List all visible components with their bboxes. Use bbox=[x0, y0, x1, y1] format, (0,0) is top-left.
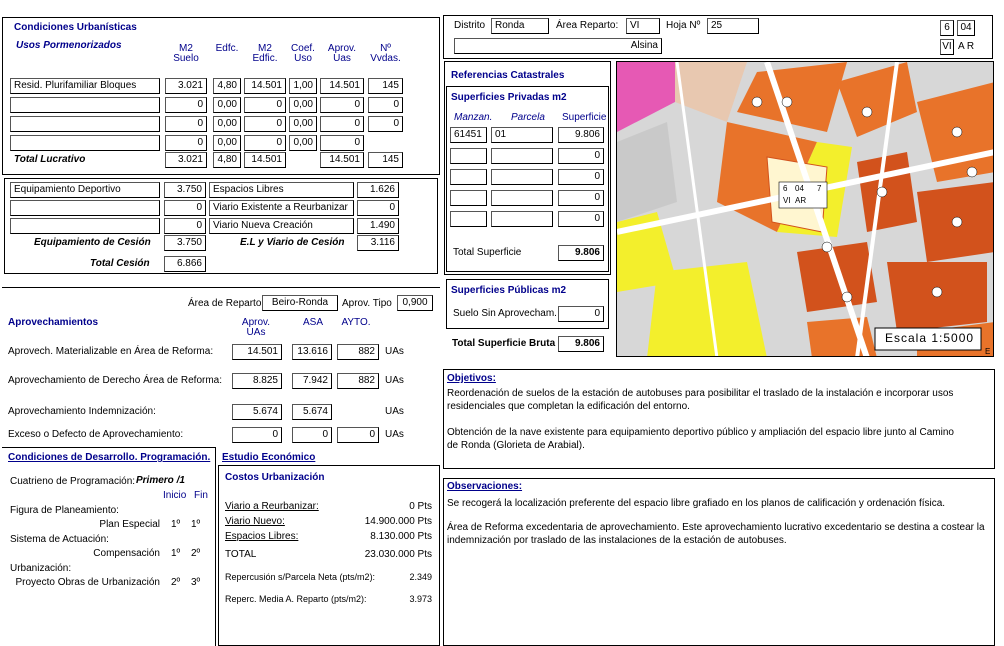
hdr-box-vi: VI bbox=[940, 39, 954, 55]
cd-item-label: Urbanización: bbox=[10, 563, 72, 574]
uas-unit: UAs bbox=[385, 346, 404, 357]
ayto-value: 0 bbox=[337, 427, 379, 443]
repercusion-parcela-label: Repercusión s/Parcela Neta (pts/m2): bbox=[225, 572, 376, 582]
ee-title: Estudio Económico bbox=[222, 452, 316, 463]
cesion-libre-name: Viario Nueva Creación bbox=[209, 218, 354, 234]
asa-value: 7.942 bbox=[292, 373, 332, 389]
parcela-header: Parcela bbox=[511, 112, 545, 123]
cd-item-inicio: 1º bbox=[171, 519, 181, 530]
total-m2-edific: 14.501 bbox=[244, 152, 286, 168]
cesion-equip-name: Equipamiento Deportivo bbox=[10, 182, 160, 198]
cd-item-label: Figura de Planeamiento: bbox=[10, 505, 119, 516]
costos-title: Costos Urbanización bbox=[225, 472, 325, 483]
viviendas-field: 0 bbox=[368, 116, 403, 132]
total-bruta-value: 9.806 bbox=[558, 336, 604, 352]
objetivos-title: Objetivos: bbox=[447, 373, 496, 384]
aprov-row-label: Aprovech. Materializable en Área de Reforma: bbox=[8, 346, 214, 357]
cd-item-sub: Compensación bbox=[93, 548, 160, 559]
map-e-mark: E bbox=[985, 347, 991, 356]
total-m2-suelo: 3.021 bbox=[165, 152, 207, 168]
cesion-libre-value: 1.490 bbox=[357, 218, 399, 234]
cd-item-label: Sistema de Actuación: bbox=[10, 534, 109, 545]
superficie-field: 0 bbox=[558, 190, 604, 206]
use-name-field bbox=[10, 116, 160, 132]
total-lucrativo-label: Total Lucrativo bbox=[14, 154, 86, 165]
asa-value: 13.616 bbox=[292, 344, 332, 360]
superficie-field: 0 bbox=[558, 169, 604, 185]
aprov-uas-value: 14.501 bbox=[232, 344, 282, 360]
refcat-title: Referencias Catastrales bbox=[451, 70, 565, 81]
cd-item-fin: 2º bbox=[191, 548, 201, 559]
hdr-box-04: 04 bbox=[957, 20, 975, 36]
hoja-value: 25 bbox=[707, 18, 759, 34]
manzana-field bbox=[450, 211, 487, 227]
uas-unit: UAs bbox=[385, 429, 404, 440]
coef-uso-field: 0,00 bbox=[289, 116, 317, 132]
aprov-uas-field: 14.501 bbox=[320, 78, 364, 94]
distrito-value: Ronda bbox=[491, 18, 549, 34]
map-block-6: 6 bbox=[783, 184, 788, 193]
cu-subtitle: Usos Pormenorizados bbox=[16, 40, 122, 51]
distrito-label: Distrito bbox=[454, 20, 486, 31]
edfc-field: 0,00 bbox=[213, 97, 241, 113]
cesion-equip-value: 0 bbox=[164, 218, 206, 234]
aprov-uas-field: 0 bbox=[320, 135, 364, 151]
costo-label: TOTAL bbox=[225, 549, 257, 560]
area-reparto-hdr-value: VI bbox=[626, 18, 660, 34]
total-cesion-label: Total Cesión bbox=[90, 258, 150, 269]
map-scale: Escala 1:5000 bbox=[885, 331, 975, 345]
total-viviendas: 145 bbox=[368, 152, 403, 168]
aprov-uas-field: 0 bbox=[320, 116, 364, 132]
cu-col-header: M2 Suelo bbox=[173, 43, 199, 64]
superficie-header: Superficie bbox=[562, 112, 607, 123]
uas-unit: UAs bbox=[385, 406, 404, 417]
asa-value: 5.674 bbox=[292, 404, 332, 420]
suelo-sin-aprov-label: Suelo Sin Aprovecham. bbox=[453, 308, 557, 319]
total-superficie-value: 9.806 bbox=[558, 245, 604, 261]
cd-item-fin: 3º bbox=[191, 577, 201, 588]
cesion-equip-value: 0 bbox=[164, 200, 206, 216]
m2-edific-field: 0 bbox=[244, 135, 286, 151]
costo-label: Espacios Libres: bbox=[225, 531, 299, 542]
el-viario-cesion-label: E.L y Viario de Cesión bbox=[240, 237, 345, 248]
aprov-uas-header: Aprov. UAs bbox=[241, 317, 271, 338]
cd-item-sub: Proyecto Obras de Urbanización bbox=[15, 577, 160, 588]
cd-item-fin: 1º bbox=[191, 519, 201, 530]
aprov-row-label: Exceso o Defecto de Aprovechamiento: bbox=[8, 429, 184, 440]
cu-col-header: Aprov. Uas bbox=[327, 43, 357, 64]
aprovechamientos-title: Aprovechamientos bbox=[8, 317, 99, 328]
m2-suelo-field: 3.021 bbox=[165, 78, 207, 94]
use-name-field bbox=[10, 135, 160, 151]
total-cesion-value: 6.866 bbox=[164, 256, 206, 272]
m2-edific-field: 0 bbox=[244, 116, 286, 132]
inicio-header: Inicio bbox=[163, 490, 187, 501]
parcela-field bbox=[491, 148, 553, 164]
map-block-vi: VI bbox=[783, 196, 791, 205]
viviendas-field: 145 bbox=[368, 78, 403, 94]
aprov-tipo-label: Aprov. Tipo bbox=[342, 298, 392, 309]
aprov-tipo-value: 0,900 bbox=[397, 295, 433, 311]
cd-item-sub: Plan Especial bbox=[99, 519, 160, 530]
cesion-equip-value: 3.750 bbox=[164, 182, 206, 198]
m2-suelo-field: 0 bbox=[165, 135, 207, 151]
cuatrienio-label: Cuatrieno de Programación: bbox=[10, 476, 136, 487]
aprov-uas-value: 0 bbox=[232, 427, 282, 443]
asa-value: 0 bbox=[292, 427, 332, 443]
total-aprov: 14.501 bbox=[320, 152, 364, 168]
repercusion-parcela-value: 2.349 bbox=[409, 572, 432, 582]
parcela-field bbox=[491, 169, 553, 185]
edfc-field: 0,00 bbox=[213, 135, 241, 151]
cd-item-inicio: 1º bbox=[171, 548, 181, 559]
fin-header: Fin bbox=[194, 490, 208, 501]
costo-label: Viario a Reurbanizar: bbox=[225, 501, 319, 512]
superficie-field: 0 bbox=[558, 148, 604, 164]
publicas-title: Superficies Públicas m2 bbox=[451, 285, 567, 296]
cu-col-header: Edfc. bbox=[215, 43, 239, 54]
manzana-field bbox=[450, 148, 487, 164]
coef-uso-field: 0,00 bbox=[289, 97, 317, 113]
aprov-uas-field: 0 bbox=[320, 97, 364, 113]
area-reparto-label: Área de Reparto bbox=[188, 298, 262, 309]
manzana-field: 61451 bbox=[450, 127, 487, 143]
ayto-value: 882 bbox=[337, 344, 379, 360]
parcela-field bbox=[491, 190, 553, 206]
manzana-field bbox=[450, 169, 487, 185]
equipamiento-cesion-label: Equipamiento de Cesión bbox=[34, 237, 151, 248]
map-block-ar: AR bbox=[795, 196, 807, 205]
parcela-field: 01 bbox=[491, 127, 553, 143]
observaciones-p1: Se recogerá la localización preferente del espacio libre grafiado en los planos de calificación y ordenación física. bbox=[447, 498, 946, 509]
aprov-uas-value: 5.674 bbox=[232, 404, 282, 420]
cd-title: Condiciones de Desarrollo. Programación. bbox=[8, 452, 211, 463]
cesion-equip-name bbox=[10, 218, 160, 234]
costo-value: 14.900.000 Pts bbox=[364, 516, 432, 527]
total-bruta-label: Total Superficie Bruta bbox=[452, 338, 556, 349]
edfc-field: 0,00 bbox=[213, 116, 241, 132]
superficie-field: 0 bbox=[558, 211, 604, 227]
cesion-libre-value: 0 bbox=[357, 200, 399, 216]
aprov-uas-value: 8.825 bbox=[232, 373, 282, 389]
cuatrienio-value: Primero /1 bbox=[136, 475, 185, 486]
manzana-header: Manzan. bbox=[454, 112, 493, 123]
suelo-sin-aprov-value: 0 bbox=[558, 306, 604, 322]
objetivos-p2: Obtención de la nave existente para equipamiento deportivo público y ampliación del espacio libre junto al Camino de Ronda (Glorieta de Arabial). bbox=[447, 427, 954, 451]
use-name-field bbox=[10, 97, 160, 113]
asa-header: ASA bbox=[302, 317, 323, 328]
hdr-box-6: 6 bbox=[940, 20, 954, 36]
aprov-row-label: Aprovechamiento de Derecho Área de Reforma: bbox=[8, 375, 223, 386]
superficie-field: 9.806 bbox=[558, 127, 604, 143]
repercusion-media-value: 3.973 bbox=[409, 594, 432, 604]
observaciones-title: Observaciones: bbox=[447, 481, 523, 492]
objetivos-panel bbox=[443, 369, 995, 469]
aprov-row-label: Aprovechamiento Indemnización: bbox=[8, 406, 156, 417]
total-superficie-label: Total Superficie bbox=[453, 247, 522, 258]
costo-label: Viario Nuevo: bbox=[225, 516, 285, 527]
area-reparto-hdr-label: Área Reparto: bbox=[556, 20, 619, 31]
costo-value: 23.030.000 Pts bbox=[364, 549, 432, 560]
uas-unit: UAs bbox=[385, 375, 404, 386]
area-reparto-value: Beiro-Ronda bbox=[262, 295, 338, 311]
ayto-header: AYTO. bbox=[341, 317, 371, 328]
ayto-value: 882 bbox=[337, 373, 379, 389]
observaciones-p2: Área de Reforma excedentaria de aprovechamiento. Este aprovechamiento lucrativo excedentario se destina a costear la indemnización por traslado de las instalaciones de la estación de autobuses. bbox=[447, 522, 985, 546]
map-drawing bbox=[617, 62, 994, 357]
privadas-title: Superficies Privadas m2 bbox=[451, 92, 567, 103]
manzana-field bbox=[450, 190, 487, 206]
cu-col-header: M2 Edfic. bbox=[252, 43, 278, 64]
costo-value: 0 Pts bbox=[409, 501, 432, 512]
cesion-libre-value: 1.626 bbox=[357, 182, 399, 198]
cesion-libre-name: Viario Existente a Reurbanizar bbox=[209, 200, 354, 216]
coef-uso-field: 1,00 bbox=[289, 78, 317, 94]
cu-col-header: Nº Vvdas. bbox=[370, 43, 401, 64]
map-block-7: 7 bbox=[817, 184, 822, 193]
cesion-equip-name bbox=[10, 200, 160, 216]
objetivos-p1: Reordenación de suelos de la estación de autobuses para posibilitar el traslado de la instalación e incorporar usos residenciales que completan la edificación del entorno. bbox=[447, 388, 954, 412]
cd-item-inicio: 2º bbox=[171, 577, 181, 588]
equipamiento-cesion-value: 3.750 bbox=[164, 235, 206, 251]
cu-col-header: Coef. Uso bbox=[291, 43, 315, 64]
viviendas-field: 0 bbox=[368, 97, 403, 113]
m2-suelo-field: 0 bbox=[165, 97, 207, 113]
cesion-libre-name: Espacios Libres bbox=[209, 182, 354, 198]
map-block-04: 04 bbox=[795, 184, 804, 193]
parcela-field bbox=[491, 211, 553, 227]
hoja-label: Hoja Nº bbox=[666, 20, 701, 31]
coef-uso-field: 0,00 bbox=[289, 135, 317, 151]
repercusion-media-label: Reperc. Media A. Reparto (pts/m2): bbox=[225, 594, 367, 604]
aprovechamientos-panel bbox=[2, 287, 440, 447]
cadastral-map bbox=[616, 61, 994, 357]
m2-edific-field: 14.501 bbox=[244, 78, 286, 94]
total-edfc: 4,80 bbox=[213, 152, 241, 168]
hdr-ar: A R bbox=[958, 41, 975, 52]
m2-suelo-field: 0 bbox=[165, 116, 207, 132]
cu-title: Condiciones Urbanísticas bbox=[14, 22, 137, 33]
m2-edific-field: 0 bbox=[244, 97, 286, 113]
use-name-field: Resid. Plurifamiliar Bloques bbox=[10, 78, 160, 94]
edfc-field: 4,80 bbox=[213, 78, 241, 94]
calle-value: Alsina bbox=[454, 38, 662, 54]
el-viario-cesion-value: 3.116 bbox=[357, 235, 399, 251]
costo-value: 8.130.000 Pts bbox=[370, 531, 432, 542]
